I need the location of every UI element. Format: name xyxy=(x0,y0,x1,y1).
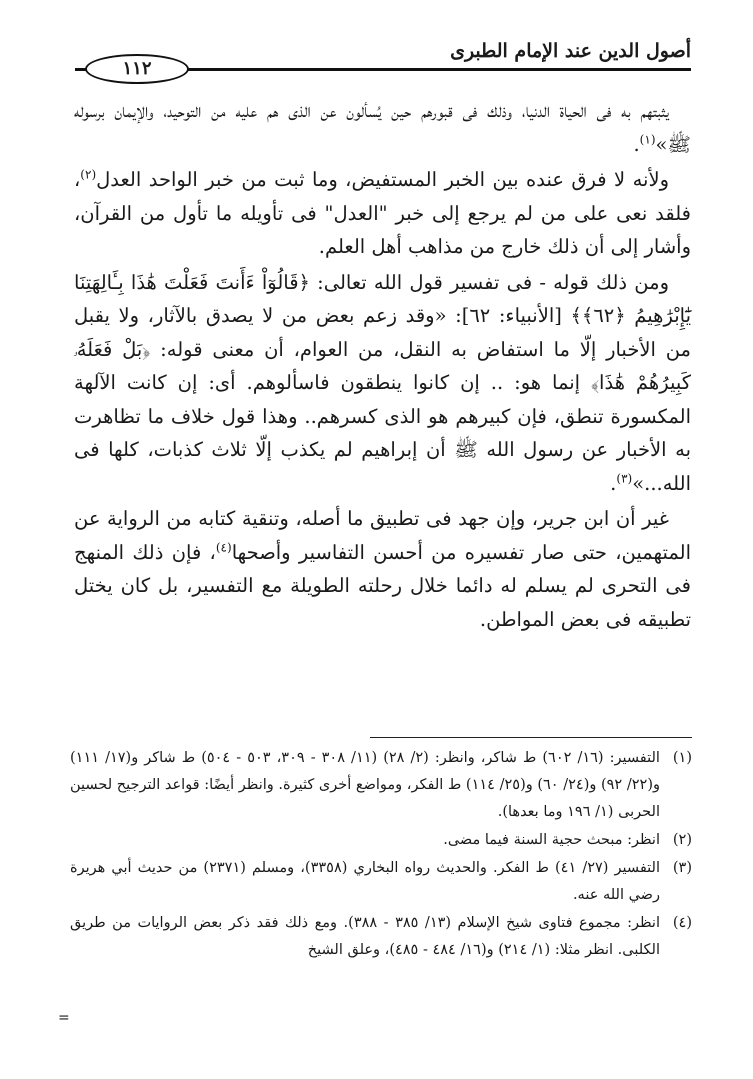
running-title: أصول الدين عند الإمام الطبرى xyxy=(450,40,691,62)
paragraph: ومن ذلك قوله - فى تفسير قول الله تعالى: ﴿قَالُوٓاْ ءَأَنتَ فَعَلْتَ هَٰذَا بِـَٔالِهَتِنَا يَٰٓإِبْرَٰهِيمُ ﴿٦٢﴾﴾ [الأنبياء: ٦٢]: «وقد زعم بعض من لا يصدق بالآثار، ولا يقبل من الأخبار إلّا ما استفاض به النقل، من العوام، أن معنى قوله: ﴿بَلْ فَعَلَهُۥ كَبِيرُهُمْ هَٰذَا﴾ إنما هو: .. إن كانوا ينطقون فاسألوهم. أى: إن كانت الآلهة المكسورة تنطق، فإن كبيرهم هو الذى كسرهم.. وهذا قول خلاف ما تظاهرت به الأخبار عن رسول الله ﷺ أن إبراهيم لم يكذب إلّا ثلاث كذبات، كلها فى الله...»$^{(٣)}$. xyxy=(74,270,691,495)
footnote-ref: (٤) xyxy=(215,540,232,554)
page-number: ١١٢ xyxy=(85,54,189,84)
paragraph: ولأنه لا فرق عنده بين الخبر المستفيض، وما ثبت من خبر الواحد العدل$^{(٢)}$، فلقد نعى على من لم يرجع إلى خبر "العدل" فى تأويله ما تأول من القرآن، وأشار إلى أن ذلك خارج من مذاهب أهل العلم. xyxy=(74,167,691,258)
footnote-text: انظر: مجموع فتاوى شيخ الإسلام (١٣/ ٣٨٥ - ٣٨٨). ومع ذلك فقد ذكر بعض الروايات من طريق الكلبى. انظر مثلا: (١/ ٢١٤) و(١٦/ ٤٨٤ - ٤٨٥)، وعلق الشيخ xyxy=(70,915,660,958)
footnotes xyxy=(70,745,692,965)
footnote-separator xyxy=(370,737,692,738)
footnote-ref: (١) xyxy=(639,132,656,146)
paragraph: غير أن ابن جرير، وإن جهد فى تطبيق ما أصله، وتنقية كتابه من الرواية عن المتهمين، حتى صار تفسيره من أحسن التفاسير وأصحها$^{(٤)}$، فإن ذلك المنهج فى التحرى لم يسلم له دائما خلال رحلته الطويلة مع التفسير، بل كان يختل تطبيقه فى بعض المواطن. xyxy=(74,507,691,631)
footnote xyxy=(70,855,692,909)
footnote-text: انظر: مبحث حجية السنة فيما مضى. xyxy=(443,832,660,848)
footnote xyxy=(70,745,692,826)
page-header xyxy=(75,40,691,78)
main-text xyxy=(74,94,691,638)
footnote-number: (٢) xyxy=(672,832,692,848)
footnote xyxy=(70,910,692,964)
continuation-mark: = xyxy=(58,1010,70,1026)
paragraph: يثبتهم به فى الحياة الدنيا، وذلك فى قبورهم حين يُسألون عن الذى هم عليه من التوحيد، والإيمان برسوله ﷺ»$^{(١)}$. xyxy=(74,99,691,156)
footnote-number: (٣) xyxy=(672,860,692,876)
footnote-ref: (٢) xyxy=(80,167,97,182)
footnote-text: التفسير (٢٧/ ٤١) ط الفكر. والحديث رواه البخاري (٣٣٥٨)، ومسلم (٢٣٧١) من حديث أبي هريرة رضي الله عنه. xyxy=(70,860,661,903)
footnote-text: التفسير: (١٦/ ٦٠٢) ط شاكر، وانظر: (٢/ ٢٨) (١١/ ٣٠٨ - ٣٠٩، ٥٠٣ - ٥٠٤) ط شاكر و(١٧/ ١١١) و(٢٢/ ٩٢) و(٢٤/ ٦٠) و(٢٥/ ١١٤) ط الفكر، ومواضع أخرى كثيرة. وانظر أيضًا: قواعد الترجيح لحسين الحربى (١/ ١٩٦ وما بعدها). xyxy=(70,750,660,820)
footnote-number: (١) xyxy=(672,750,692,766)
footnote-ref: (٣) xyxy=(616,471,633,485)
footnote-number: (٤) xyxy=(672,915,692,931)
footnote xyxy=(70,827,692,854)
